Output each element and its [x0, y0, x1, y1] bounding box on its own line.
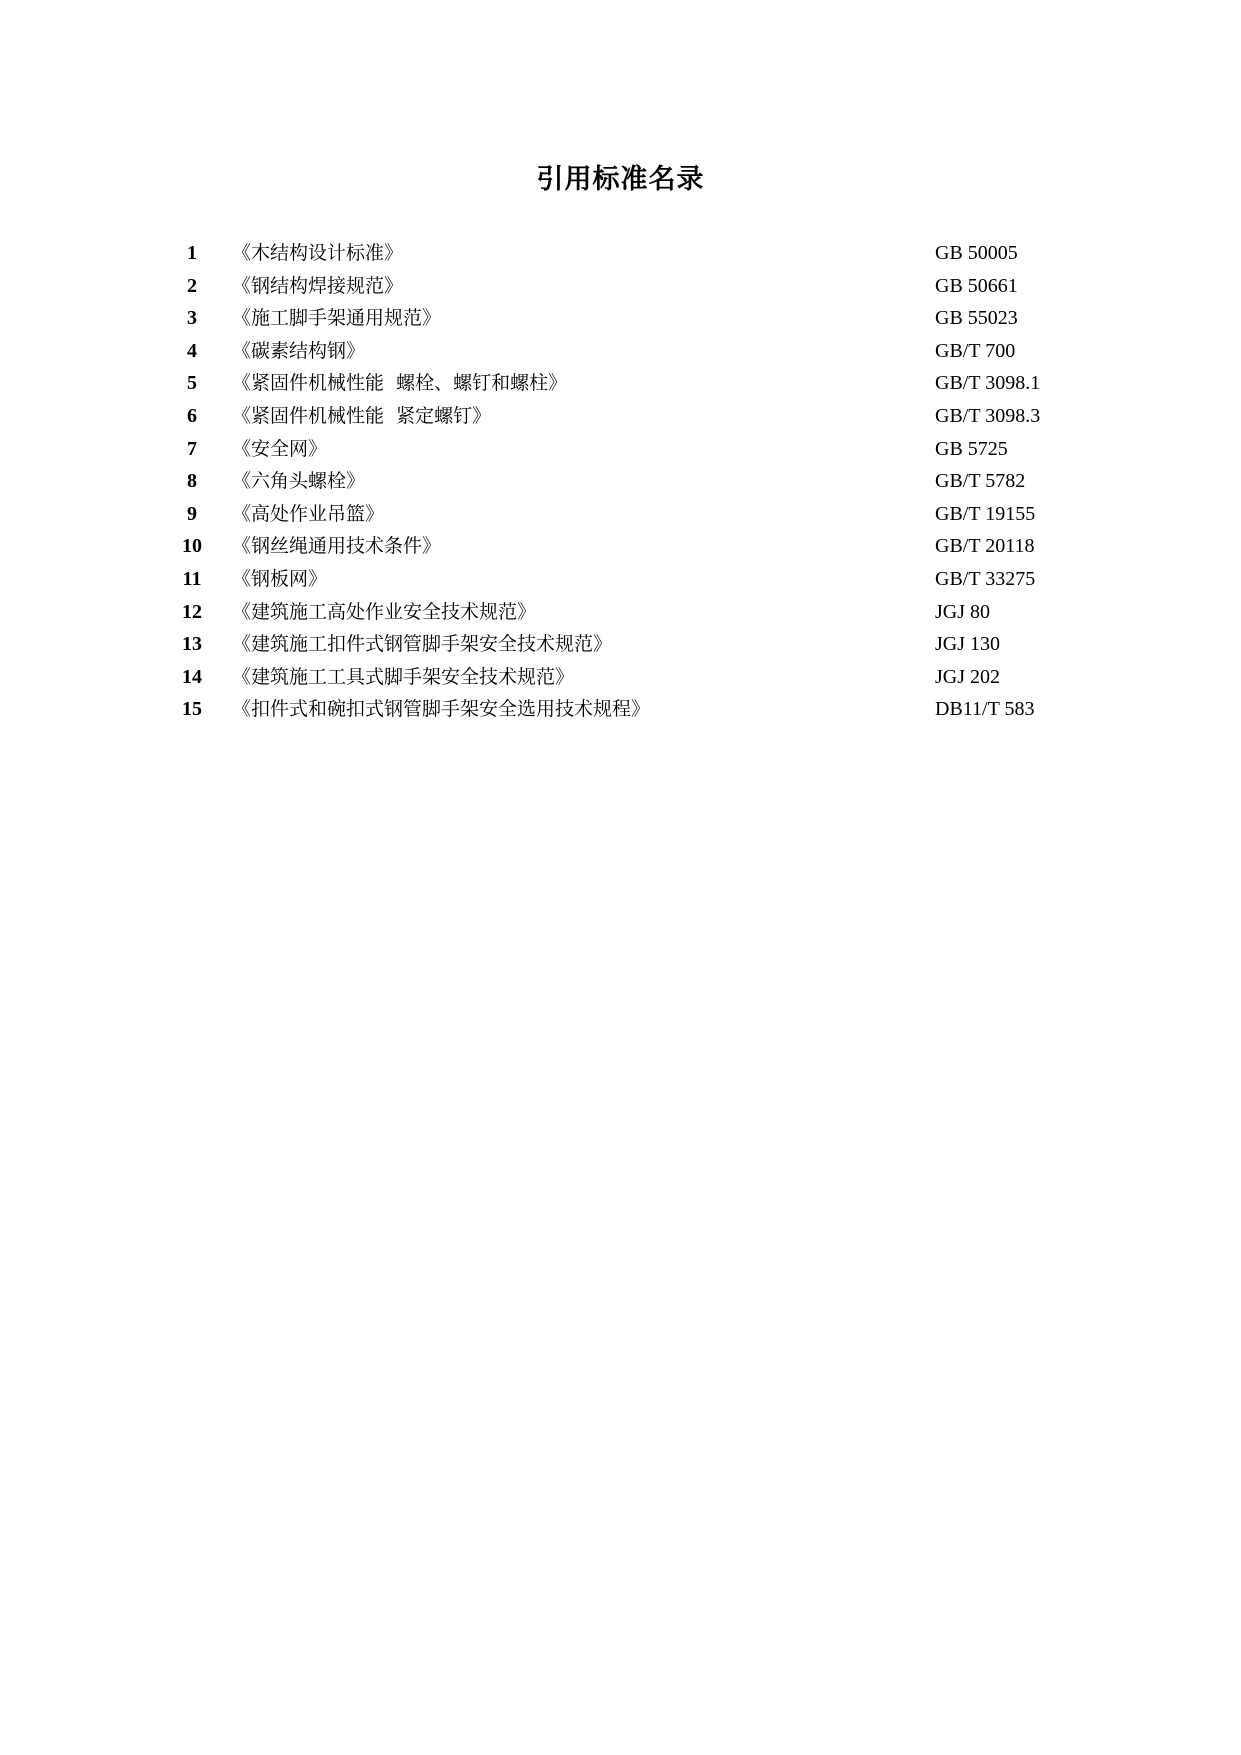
standard-name: 《安全网》 [232, 437, 328, 460]
list-item [0, 400, 1241, 433]
standard-code: JGJ 80 [935, 600, 991, 623]
standard-code: GB/T 3098.1 [935, 372, 1041, 395]
list-item [0, 498, 1241, 531]
standard-name: 《高处作业吊篮》 [232, 502, 385, 525]
standard-code: GB/T 19155 [935, 502, 1036, 525]
standard-code: JGJ 130 [935, 633, 1001, 656]
standard-name: 《紧固件机械性能 螺栓、螺钉和螺柱》 [232, 372, 568, 395]
item-number: 14 [182, 665, 202, 688]
standard-name: 《建筑施工高处作业安全技术规范》 [232, 600, 537, 623]
standard-name: 《施工脚手架通用规范》 [232, 307, 442, 330]
standard-code: GB/T 5782 [935, 470, 1026, 493]
list-item [0, 465, 1241, 498]
standard-code: GB/T 20118 [935, 535, 1035, 558]
standard-code: GB 5725 [935, 437, 1008, 460]
item-number: 10 [182, 535, 202, 558]
standard-code: DB11/T 583 [935, 698, 1035, 721]
item-number: 1 [187, 242, 197, 264]
standard-name: 《扣件式和碗扣式钢管脚手架安全选用技术规程》 [232, 698, 651, 721]
list-item [0, 563, 1241, 596]
list-item [0, 302, 1241, 335]
standard-code: GB/T 3098.3 [935, 404, 1041, 427]
list-item [0, 335, 1241, 368]
list-item [0, 596, 1241, 629]
standard-name: 《六角头螺栓》 [232, 470, 366, 493]
item-number: 9 [187, 502, 197, 525]
item-number: 13 [182, 633, 202, 656]
item-number: 4 [187, 339, 197, 362]
standard-name: 《紧固件机械性能 紧定螺钉》 [232, 404, 492, 427]
item-number: 7 [187, 437, 197, 460]
standard-name: 《木结构设计标准》 [232, 242, 404, 264]
item-number: 3 [187, 307, 197, 330]
standard-code: GB 50005 [935, 242, 1018, 264]
standard-name: 《碳素结构钢》 [232, 339, 366, 362]
list-item [0, 661, 1241, 694]
standard-name: 《钢丝绳通用技术条件》 [232, 535, 442, 558]
standard-code: GB/T 700 [935, 339, 1016, 362]
standard-name: 《钢板网》 [232, 567, 328, 590]
standard-name: 《建筑施工工具式脚手架安全技术规范》 [232, 665, 575, 688]
list-item [0, 530, 1241, 563]
item-number: 2 [187, 274, 197, 297]
item-number: 5 [187, 372, 197, 395]
standard-name: 《钢结构焊接规范》 [232, 274, 404, 297]
list-item [0, 433, 1241, 466]
standards-list [0, 237, 1241, 726]
list-item [0, 628, 1241, 661]
list-item [0, 237, 1241, 270]
page-title: 引用标准名录 [536, 164, 705, 195]
list-item [0, 693, 1241, 726]
standard-code: JGJ 202 [935, 665, 1001, 688]
standard-code: GB/T 33275 [935, 567, 1036, 590]
standard-code: GB 55023 [935, 307, 1018, 330]
item-number: 6 [187, 404, 197, 427]
item-number: 12 [182, 600, 202, 623]
standard-code: GB 50661 [935, 274, 1018, 297]
standard-name: 《建筑施工扣件式钢管脚手架安全技术规范》 [232, 633, 613, 656]
item-number: 8 [187, 470, 197, 493]
item-number: 15 [182, 698, 202, 721]
list-item [0, 270, 1241, 303]
list-item [0, 367, 1241, 400]
item-number: 11 [182, 567, 202, 590]
